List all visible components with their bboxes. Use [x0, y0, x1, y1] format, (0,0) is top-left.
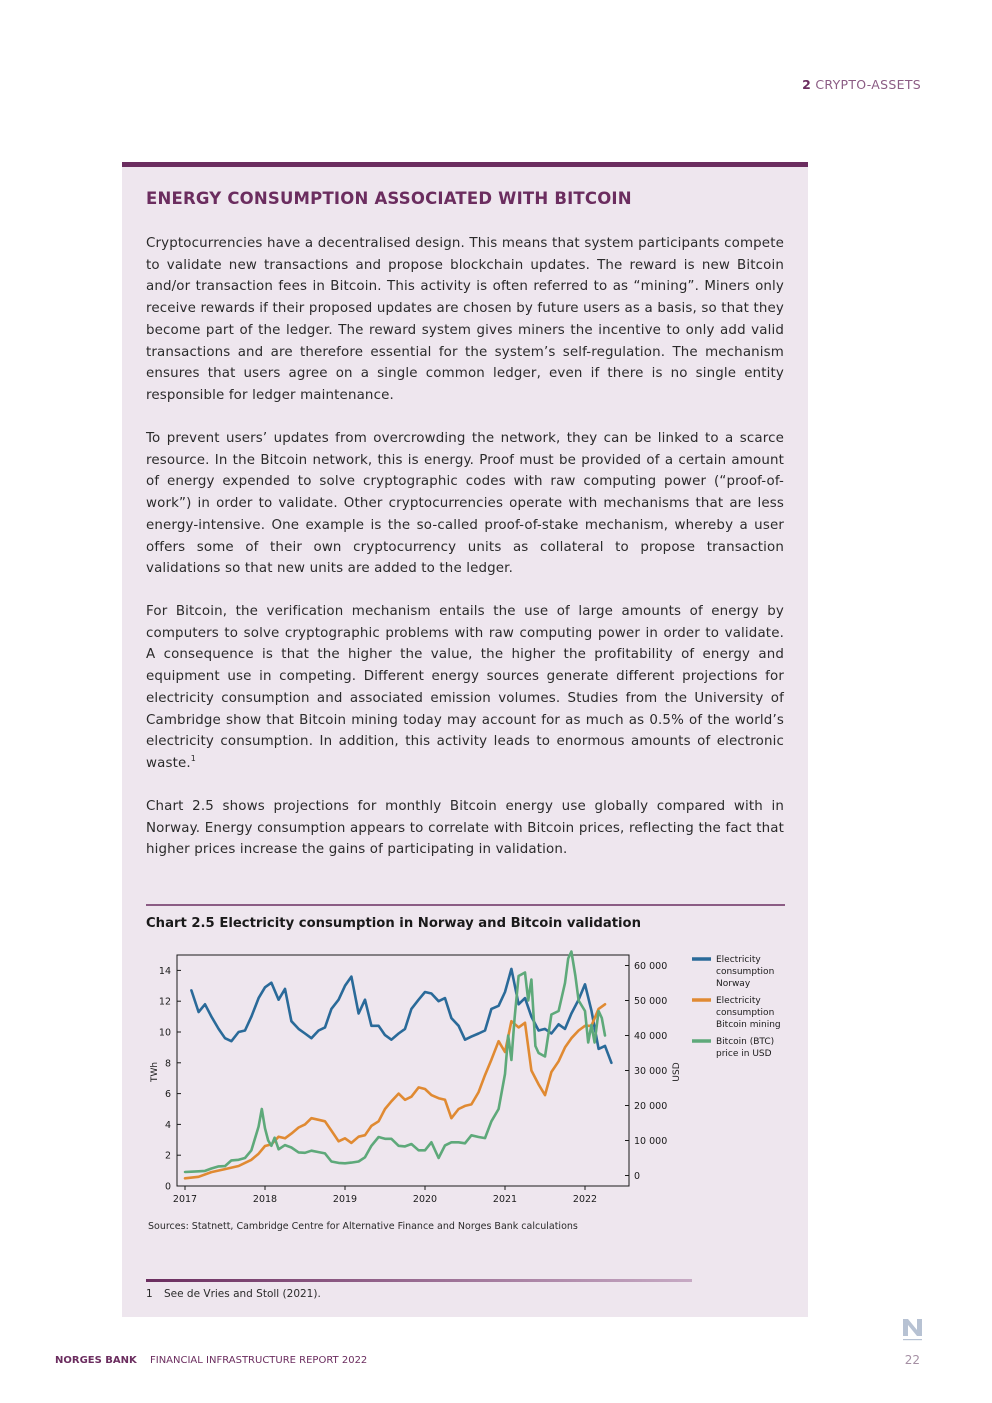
- y-tick-label-left: 6: [164, 1089, 171, 1101]
- chart-legend: [692, 955, 781, 1059]
- legend-label-3: price in USD: [716, 1049, 772, 1059]
- section-number: 2: [802, 77, 812, 92]
- y-axis-left: [159, 966, 181, 1193]
- footnote-divider: [146, 1279, 692, 1282]
- x-axis: [173, 1186, 597, 1205]
- x-tick-label: 2018: [252, 1194, 278, 1205]
- y-tick-label-right: 0: [634, 1171, 641, 1182]
- footer-brand: NORGES BANK: [55, 1355, 137, 1366]
- y-tick-label-right: 30 000: [634, 1066, 668, 1077]
- paragraph-1: Cryptocurrencies have a decentralised design. This means that system participants compete to validate new transactions and propose blockchain updates. The reward is new Bitcoin and/or transaction fees in Bitcoin. This activity is often referred to as “mining”. Miners only receive rewards if their proposed updates are chosen by future users as a basis, so that they become part of the ledger. The reward system gives miners the incentive to only add valid transactions and are therefore essential for the system’s self-regulation. The mechanism ensures that users agree on a single common ledger, even if there is no single entity responsible for ledger maintenance.: [146, 236, 784, 403]
- series-line-1: [191, 969, 611, 1063]
- x-tick-label: 2019: [332, 1194, 358, 1205]
- chart-title: Chart 2.5 Electricity consumption in Norway and Bitcoin validation: [146, 916, 641, 931]
- footnote: [146, 1288, 321, 1300]
- y-tick-label-left: 2: [164, 1150, 171, 1162]
- y-tick-label-left: 8: [164, 1058, 171, 1070]
- chart-sources: Sources: Statnett, Cambridge Centre for Alternative Finance and Norges Bank calculations: [148, 1221, 578, 1232]
- footnote-text: See de Vries and Stoll (2021).: [164, 1288, 321, 1300]
- legend-label-1: Electricity: [716, 955, 761, 965]
- y-tick-label-left: 10: [158, 1027, 171, 1039]
- footer-report-title: FINANCIAL INFRASTRUCTURE REPORT 2022: [150, 1355, 368, 1366]
- footnote-reference: 1: [190, 753, 197, 763]
- y-axis-right: [625, 961, 667, 1182]
- legend-label-2: consumption: [716, 1008, 775, 1018]
- legend-label-1: consumption: [716, 967, 775, 977]
- chart: [122, 937, 808, 1217]
- y-tick-label-right: 20 000: [634, 1101, 668, 1112]
- x-tick-label: 2021: [492, 1194, 518, 1205]
- x-tick-label: 2022: [572, 1194, 598, 1205]
- paragraph-4: Chart 2.5 shows projections for monthly Bitcoin energy use globally compared with in Norway. Energy consumption appears to correlate with Bitcoin prices, reflecting the fact that higher prices increase the gains of participating in validation.: [146, 799, 784, 858]
- y-tick-label-right: 50 000: [634, 996, 668, 1007]
- paragraph-3-text: For Bitcoin, the verification mechanism entails the use of large amounts of energy by computers to solve cryptographic problems with raw computing power in order to validate. A consequence is that the higher the value, the higher the profitability of energy and equipment use in competing. Different energy sources generate different projections for electricity consumption and associated emission volumes. Studies from the University of Cambridge show that Bitcoin mining today may account for as much as 0.5% of the world’s electricity consumption. In addition, this activity leads to enormous amounts of electronic waste.: [146, 604, 784, 771]
- y-tick-label-left: 14: [158, 965, 171, 977]
- legend-label-2: Bitcoin mining: [716, 1020, 781, 1030]
- info-box: [122, 162, 808, 1317]
- footnote-number: 1: [146, 1288, 153, 1300]
- section-name: CRYPTO-ASSETS: [815, 77, 921, 92]
- y-tick-label-left: 0: [164, 1181, 171, 1193]
- y-tick-label-left: 12: [158, 996, 171, 1008]
- section-label: [802, 77, 921, 92]
- paragraph-3: [146, 601, 784, 775]
- y-axis-label-left: TWh: [150, 1061, 160, 1083]
- legend-label-3: Bitcoin (BTC): [716, 1037, 775, 1047]
- box-title: ENERGY CONSUMPTION ASSOCIATED WITH BITCOIN: [146, 189, 632, 208]
- y-tick-label-right: 40 000: [634, 1031, 668, 1042]
- y-tick-label-right: 10 000: [634, 1136, 668, 1147]
- chart-divider: [146, 904, 785, 906]
- series-lines: [185, 952, 611, 1179]
- y-tick-label-left: 4: [164, 1119, 171, 1131]
- series-line-3: [185, 952, 605, 1173]
- legend-label-2: Electricity: [716, 996, 761, 1006]
- plot-area: [177, 955, 629, 1186]
- legend-label-1: Norway: [716, 979, 751, 989]
- paragraph-2: To prevent users’ updates from overcrowding the network, they can be linked to a scarce resource. In the Bitcoin network, this is energy. Proof must be provided of a certain amount of energy expended to solve cryptographic codes with raw computing power (“proof-of-work”) in order to validate. Other cryptocurrencies operate with mechanisms that are less energy-intensive. One example is the so-called proof-of-stake mechanism, whereby a user offers some of their own cryptocurrency units as collateral to propose transaction validations so that new units are added to the ledger.: [146, 431, 784, 577]
- y-tick-label-right: 60 000: [634, 961, 668, 972]
- norges-bank-n-logo-icon: [902, 1317, 924, 1341]
- x-tick-label: 2017: [172, 1194, 198, 1205]
- y-axis-label-right: USD: [672, 1062, 682, 1082]
- x-tick-label: 2020: [412, 1194, 438, 1205]
- page-number: 22: [904, 1353, 920, 1367]
